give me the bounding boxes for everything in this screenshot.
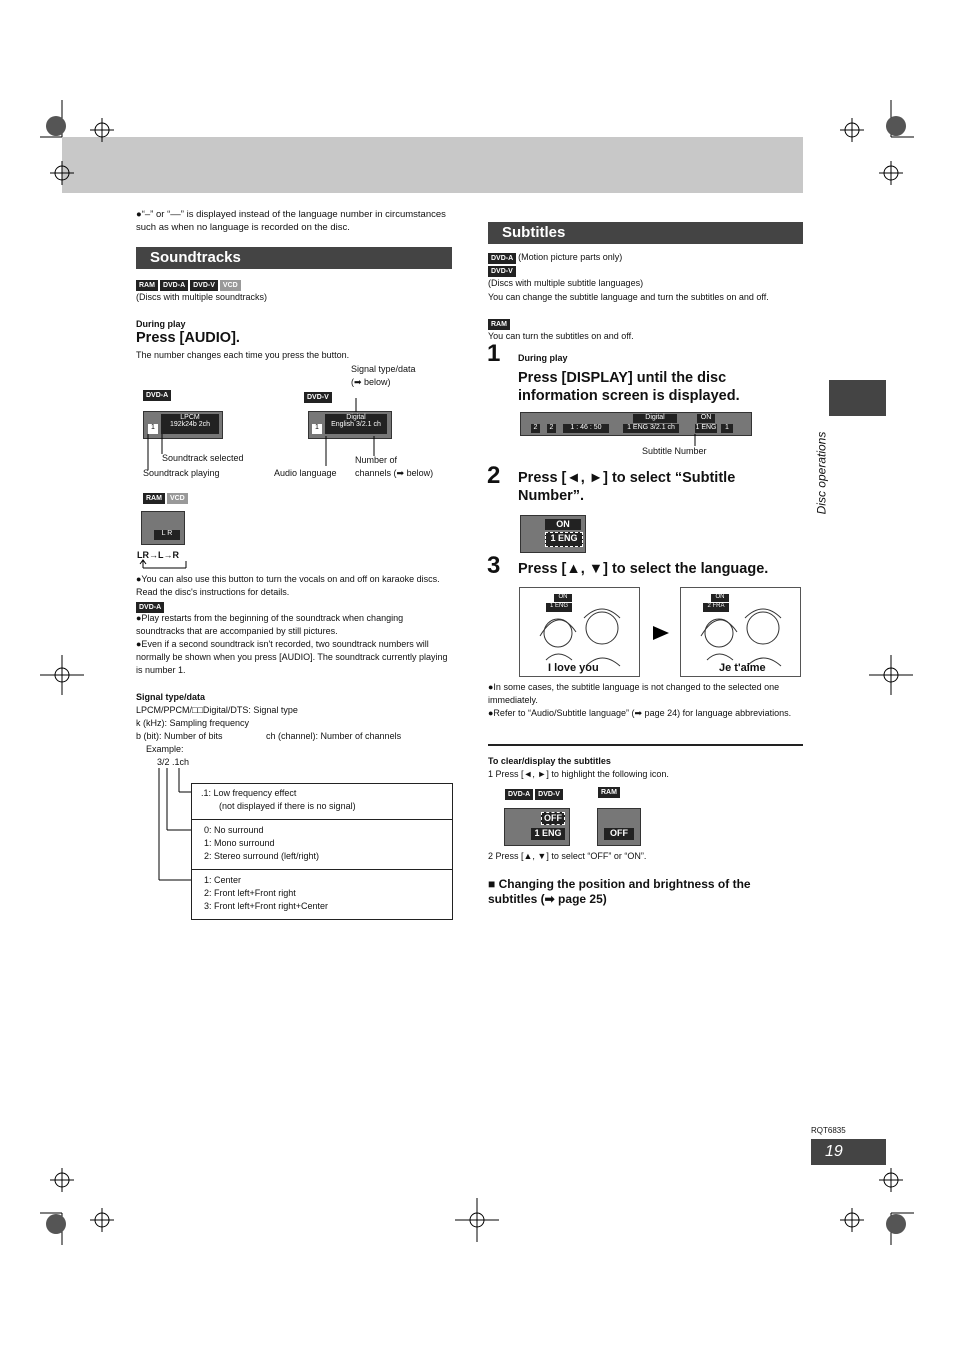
signal-example: Example: bbox=[146, 744, 184, 754]
clear-badge-ram: RAM bbox=[598, 787, 620, 798]
signal-example-value: 3/2 .1ch bbox=[157, 757, 190, 767]
off-ram: OFF bbox=[604, 828, 634, 840]
arrow-right-icon bbox=[652, 625, 670, 641]
note-restart: ●Play restarts from the beginning of the soundtrack when changing soundtracks that are accompanied by still pictures. bbox=[136, 613, 404, 636]
box1-line1: .1: Low frequency effect bbox=[201, 788, 297, 798]
step2-text: Press [◄, ►] to select “Subtitle Number”. bbox=[518, 470, 736, 504]
label-playing: Soundtrack playing bbox=[143, 468, 220, 478]
subtitle-number-screen bbox=[520, 515, 586, 553]
sub-discs-note: (Discs with multiple subtitle languages) bbox=[488, 278, 644, 288]
sub-badge-dvda: DVD-A bbox=[488, 253, 516, 264]
label-channels: Number of bbox=[355, 455, 398, 465]
side-label: Disc operations bbox=[814, 431, 829, 515]
box2-line1: 0: No surround bbox=[204, 825, 264, 835]
bar-val-5: ON bbox=[697, 414, 715, 423]
lr-cycle: LR→L→R bbox=[137, 550, 179, 560]
screen-a-line2: 192k24b 2ch bbox=[169, 421, 211, 428]
doc-code: RQT6835 bbox=[811, 1126, 846, 1135]
subtitle-number-label: Subtitle Number bbox=[642, 446, 707, 456]
clear-badge-dvdv: DVD-V bbox=[535, 789, 563, 800]
bar-val-2: 1 : 46 : 50 bbox=[563, 424, 609, 433]
signal-heading: Signal type/data bbox=[136, 692, 206, 702]
bar-val-4: 1 ENG 3/2.1 ch bbox=[623, 424, 679, 433]
dvda-badge: DVD-A bbox=[143, 390, 171, 401]
screen-a-line1: LPCM bbox=[180, 414, 200, 421]
vcd-badge: VCD bbox=[167, 493, 188, 504]
sub-ram-note: You can turn the subtitles on and off. bbox=[488, 331, 634, 341]
subtitle-example-english bbox=[519, 587, 640, 677]
step2-on: ON bbox=[545, 519, 581, 530]
badge-ram: RAM bbox=[136, 280, 158, 291]
changes-note: The number changes each time you press the button. bbox=[136, 350, 350, 360]
during-play-label: During play bbox=[136, 319, 186, 329]
clear-heading: To clear/display the subtitles bbox=[488, 756, 611, 766]
img2-caption: Je t'aime bbox=[719, 662, 766, 674]
table-divider-1 bbox=[191, 819, 452, 820]
sidebar-tab bbox=[829, 380, 886, 416]
sub-dvda-note: (Motion picture parts only) bbox=[518, 252, 623, 262]
screen-v-num: 1 bbox=[312, 424, 322, 434]
table-divider-2 bbox=[191, 869, 452, 870]
sub-note1: ●In some cases, the subtitle language is not changed to the selected one immediately. bbox=[488, 682, 780, 705]
bar-val-1: 2 bbox=[547, 424, 556, 433]
press-audio: Press [AUDIO]. bbox=[136, 330, 240, 346]
note-second: ●Even if a second soundtrack isn't recorded, two soundtrack numbers will normally be shown when you press [AUDIO]. The soundtrack currently playing is number 1. bbox=[136, 639, 448, 675]
changing-note: ■ Changing the position and brightness of the subtitles (➡ page 25) bbox=[488, 877, 751, 906]
img2-on: ON bbox=[711, 594, 729, 602]
subtitle-off-screen-ram bbox=[597, 808, 641, 846]
step2-eng: 1 ENG bbox=[545, 532, 583, 547]
disc-info-bar bbox=[520, 412, 752, 436]
intro-note: ●“–” or “––” is displayed instead of the language number in circumstances such as when no language is recorded on the disc. bbox=[136, 209, 446, 233]
badge-dvda: DVD-A bbox=[160, 280, 188, 291]
step1-number: 1 bbox=[487, 340, 501, 367]
dvdv-badge: DVD-V bbox=[304, 392, 332, 403]
box1-line2: (not displayed if there is no signal) bbox=[219, 801, 356, 811]
signal-line3b: ch (channel): Number of channels bbox=[266, 731, 402, 741]
img1-caption: I love you bbox=[548, 662, 599, 674]
step3-number: 3 bbox=[487, 552, 501, 579]
section-divider bbox=[488, 744, 803, 746]
sub-badge-ram: RAM bbox=[488, 319, 510, 330]
note-dvda-badge: DVD-A bbox=[136, 602, 164, 613]
subtitle-off-screen bbox=[504, 808, 570, 846]
box3-line2: 2: Front left+Front right bbox=[204, 888, 296, 898]
label-audio-language: Audio language bbox=[274, 468, 337, 478]
signal-line3a: b (bit): Number of bits bbox=[136, 731, 223, 741]
bar-val-6: 1 ENG bbox=[695, 424, 717, 431]
signal-line1: LPCM/PPCM/□□Digital/DTS: Signal type bbox=[136, 705, 298, 715]
screen-v-line1: Digital bbox=[346, 414, 366, 421]
box2-line2: 1: Mono surround bbox=[204, 838, 275, 848]
badge-vcd: VCD bbox=[220, 280, 241, 291]
label-signal: Signal type/data bbox=[351, 364, 416, 374]
audio-screen-ram bbox=[141, 511, 185, 545]
sub-change-note: You can change the subtitle language and turn the subtitles on and off. bbox=[488, 292, 769, 302]
img2-lang: 2 FRA bbox=[703, 603, 729, 612]
off-label: OFF bbox=[541, 812, 565, 825]
soundtracks-discs-note: (Discs with multiple soundtracks) bbox=[136, 292, 268, 302]
screen-a-num: 1 bbox=[148, 424, 158, 434]
subtitle-example-french bbox=[680, 587, 801, 677]
img1-on: ON bbox=[554, 594, 572, 602]
bar-val-0: 2 bbox=[531, 424, 540, 433]
step1-during: During play bbox=[518, 353, 568, 363]
note-vocals: ●You can also use this button to turn the vocals on and off on karaoke discs. Read the disc's instructions for details. bbox=[136, 574, 440, 597]
subtitles-heading: Subtitles bbox=[488, 222, 803, 244]
step1-text: Press [DISPLAY] until the disc information screen is displayed. bbox=[518, 370, 740, 404]
ram-badge: RAM bbox=[143, 493, 165, 504]
box3-line1: 1: Center bbox=[204, 875, 242, 885]
label-selected: Soundtrack selected bbox=[162, 453, 244, 463]
screen-v-line2: English 3/2.1 ch bbox=[331, 421, 381, 428]
clear-badge-dvda: DVD-A bbox=[505, 789, 533, 800]
screen-ram-lr: L R bbox=[154, 530, 180, 540]
signal-line2: k (kHz): Sampling frequency bbox=[136, 718, 250, 728]
box3-line3: 3: Front left+Front right+Center bbox=[204, 901, 329, 911]
page-number: 19 bbox=[811, 1139, 886, 1165]
step2-number: 2 bbox=[487, 462, 501, 489]
cycle-arrow bbox=[138, 558, 198, 572]
step3-text: Press [▲, ▼] to select the language. bbox=[518, 561, 769, 577]
box2-line3: 2: Stereo surround (left/right) bbox=[204, 851, 320, 861]
label-below: (➡ below) bbox=[351, 377, 391, 387]
off-eng: 1 ENG bbox=[531, 828, 565, 840]
label-channels-2: channels (➡ below) bbox=[355, 468, 434, 478]
clear-step1: 1 Press [◄, ►] to highlight the following icon. bbox=[488, 769, 669, 779]
sub-note2: ●Refer to “Audio/Subtitle language” (➡ page 24) for language abbreviations. bbox=[488, 708, 792, 718]
img1-lang: 1 ENG bbox=[546, 603, 572, 612]
badge-dvdv: DVD-V bbox=[190, 280, 218, 291]
soundtracks-badges bbox=[136, 278, 243, 291]
clear-step2: 2 Press [▲, ▼] to select “OFF” or “ON”. bbox=[488, 851, 647, 861]
soundtracks-heading: Soundtracks bbox=[136, 247, 452, 269]
bar-val-3: Digital bbox=[633, 414, 677, 423]
sub-badge-dvdv: DVD-V bbox=[488, 266, 516, 277]
bar-val-7: 1 bbox=[721, 424, 733, 433]
